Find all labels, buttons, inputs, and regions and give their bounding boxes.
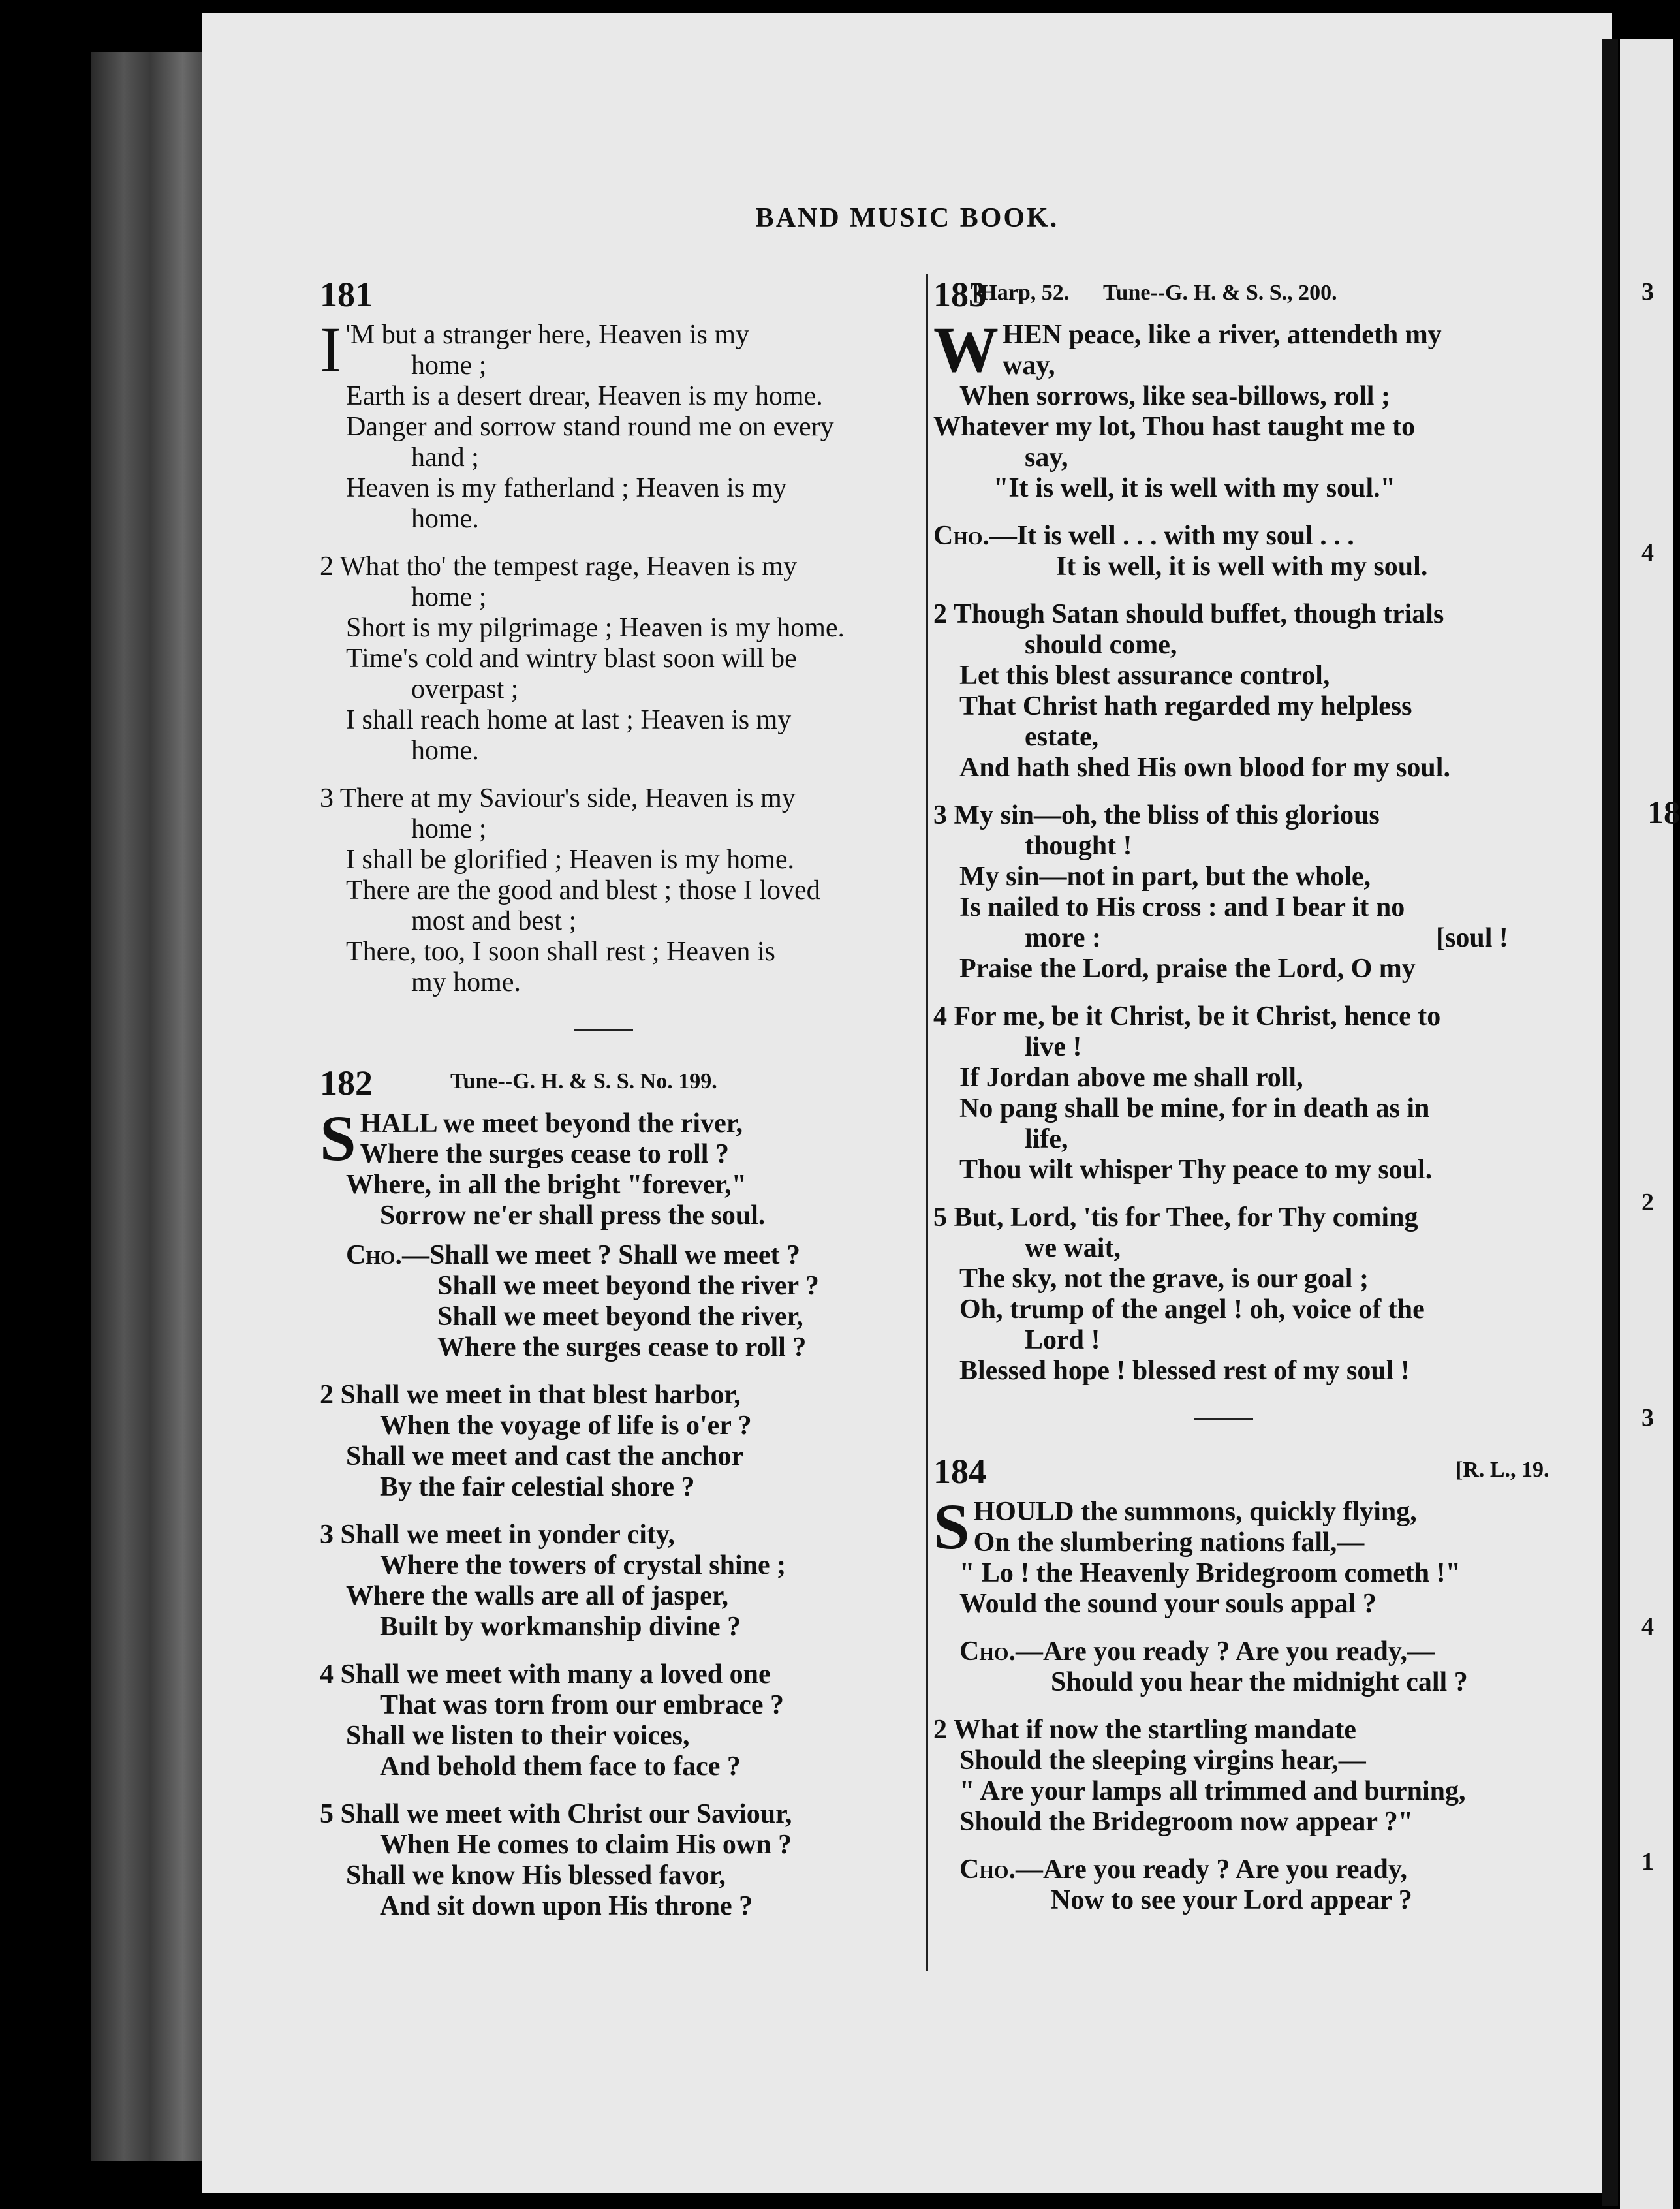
verse-line: estate, xyxy=(1025,722,1099,752)
verse-line: most and best ; xyxy=(411,906,577,936)
page-header: BAND MUSIC BOOK. xyxy=(755,203,1059,233)
verse-line: Where, in all the bright "forever," xyxy=(346,1170,747,1200)
verse-line: home. xyxy=(411,736,479,766)
verse-line: Shall we know His blessed favor, xyxy=(346,1860,726,1890)
verse-line: Where the surges cease to roll ? xyxy=(437,1332,807,1362)
chorus-label: Cho. xyxy=(346,1240,402,1270)
column-divider xyxy=(926,274,928,1971)
verse-line: 3 There at my Saviour's side, Heaven is my xyxy=(320,783,796,813)
verse-line: HEN peace, like a river, attendeth my xyxy=(1003,320,1442,350)
chorus-label: Cho. xyxy=(959,1855,1016,1885)
next-page-fragment: 3 xyxy=(1641,1404,1654,1432)
verse-line: 'M but a stranger here, Heaven is my xyxy=(345,320,750,350)
chorus-label: Cho. xyxy=(933,521,989,551)
next-page-edge xyxy=(1620,39,1680,2209)
verse-line: —Shall we meet ? Shall we meet ? xyxy=(401,1240,801,1270)
verse-line: On the slumbering nations fall,— xyxy=(973,1528,1365,1558)
verse-line: overpast ; xyxy=(411,674,519,704)
verse-line: say, xyxy=(1025,443,1068,473)
verse-line: 2 What if now the startling mandate xyxy=(933,1715,1356,1745)
verse-line: Thou wilt whisper Thy peace to my soul. xyxy=(959,1155,1433,1185)
verse-line: Earth is a desert drear, Heaven is my home. xyxy=(346,381,823,411)
next-page-fragment: 3 xyxy=(1641,278,1654,306)
verse-line: 4 Shall we meet with many a loved one xyxy=(320,1659,771,1689)
verse-line: "It is well, it is well with my soul." xyxy=(993,473,1395,503)
verse-line: —Are you ready ? Are you ready, xyxy=(1015,1855,1408,1885)
verse-line: Sorrow ne'er shall press the soul. xyxy=(380,1200,766,1230)
verse-line: 5 But, Lord, 'tis for Thee, for Thy coming xyxy=(933,1202,1418,1232)
chorus-label: Cho. xyxy=(959,1637,1016,1667)
verse-line: Let this blest assurance control, xyxy=(959,661,1330,691)
verse-line: And hath shed His own blood for my soul. xyxy=(959,753,1450,783)
verse-line: Where the towers of crystal shine ; xyxy=(380,1550,786,1580)
stanza-1 xyxy=(933,313,1619,504)
drop-cap: I xyxy=(320,313,342,386)
verse-line: way, xyxy=(1003,351,1055,381)
verse-line: Time's cold and wintry blast soon will be xyxy=(346,644,797,674)
verse-line: Shall we meet beyond the river ? xyxy=(437,1271,819,1301)
verse-line: Shall we meet and cast the anchor xyxy=(346,1441,743,1471)
hymn-tune: Tune--G. H. & S. S., 200. xyxy=(1103,281,1337,305)
verse-line: more : xyxy=(1025,923,1101,953)
verse-line: Where the walls are all of jasper, xyxy=(346,1581,728,1611)
hymnal-page xyxy=(202,13,1612,2193)
verse-line: When sorrows, like sea-billows, roll ; xyxy=(959,381,1390,411)
drop-cap: S xyxy=(320,1102,356,1174)
verse-line: " Lo ! the Heavenly Bridegroom cometh !" xyxy=(959,1558,1461,1588)
verse-line: I shall be glorified ; Heaven is my home. xyxy=(346,845,794,875)
stanza-1 xyxy=(933,1490,1619,1620)
verse-line: Shall we meet beyond the river, xyxy=(437,1302,803,1332)
verse-line: Praise the Lord, praise the Lord, O my xyxy=(959,954,1416,984)
verse-line: If Jordan above me shall roll, xyxy=(959,1063,1303,1093)
verse-line: 4 For me, be it Christ, be it Christ, hence to xyxy=(933,1001,1441,1031)
verse-line: I shall reach home at last ; Heaven is my xyxy=(346,705,792,735)
verse-line: Should the Bridegroom now appear ?" xyxy=(959,1807,1414,1837)
hymn-number: 182 xyxy=(320,1063,373,1103)
verse-line: we wait, xyxy=(1025,1233,1121,1263)
stanza-5 xyxy=(933,1202,1619,1386)
verse-line: Whatever my lot, Thou hast taught me to xyxy=(933,412,1416,442)
verse-line: There are the good and blest ; those I loved xyxy=(346,875,820,905)
verse-line: should come, xyxy=(1025,630,1177,660)
verse-line: Danger and sorrow stand round me on every xyxy=(346,412,834,442)
verse-line: Should the sleeping virgins hear,— xyxy=(959,1746,1366,1776)
verse-line: It is well, it is well with my soul. xyxy=(1056,552,1428,582)
verse-line: That was torn from our embrace ? xyxy=(380,1690,785,1720)
verse-line: home ; xyxy=(411,582,487,612)
hymn-tune: Tune--G. H. & S. S. No. 199. xyxy=(450,1069,717,1093)
hymn-183 xyxy=(933,274,1619,1386)
chorus xyxy=(933,521,1619,582)
verse-line: Where the surges cease to roll ? xyxy=(360,1139,729,1169)
verse-line: Now to see your Lord appear ? xyxy=(1051,1885,1412,1915)
hymn-184 xyxy=(933,1451,1619,1916)
next-page-fragment: 4 xyxy=(1641,1613,1654,1640)
verse-line: HOULD the summons, quickly flying, xyxy=(973,1497,1417,1527)
hymn-tune: [Harp, 52. xyxy=(972,281,1070,305)
verse-line: Should you hear the midnight call ? xyxy=(1051,1667,1468,1697)
chorus-2 xyxy=(933,1855,1619,1916)
verse-line: Lord ! xyxy=(1025,1325,1100,1355)
hymn-tune: [R. L., 19. xyxy=(1455,1458,1549,1482)
verse-line: thought ! xyxy=(1025,831,1132,861)
section-divider xyxy=(1194,1418,1253,1420)
drop-cap: S xyxy=(933,1490,970,1563)
verse-line: home ; xyxy=(411,351,487,381)
verse-line: When the voyage of life is o'er ? xyxy=(380,1411,752,1441)
verse-line: life, xyxy=(1025,1124,1068,1154)
stanza-2 xyxy=(933,1715,1619,1838)
page-gutter xyxy=(1602,39,1618,2206)
verse-line: hand ; xyxy=(411,443,479,473)
verse-line: My sin—not in part, but the whole, xyxy=(959,862,1371,892)
verse-line: Is nailed to His cross : and I bear it no xyxy=(959,892,1405,922)
stanza-2 xyxy=(933,599,1619,783)
next-page-fragment: 18 xyxy=(1647,794,1680,830)
next-page-fragment: 1 xyxy=(1641,1848,1654,1875)
verse-line: No pang shall be mine, for in death as in xyxy=(959,1093,1430,1123)
verse-line: 2 Shall we meet in that blest harbor, xyxy=(320,1380,741,1410)
verse-line: HALL we meet beyond the river, xyxy=(360,1108,743,1138)
next-page-fragment: 4 xyxy=(1641,539,1654,567)
section-divider xyxy=(574,1029,633,1031)
verse-line: That Christ hath regarded my helpless xyxy=(959,691,1412,721)
verse-line: By the fair celestial shore ? xyxy=(380,1472,695,1502)
drop-cap: W xyxy=(933,313,999,386)
verse-line: Oh, trump of the angel ! oh, voice of the xyxy=(959,1294,1425,1324)
verse-line: Short is my pilgrimage ; Heaven is my home. xyxy=(346,613,845,643)
next-page-fragment: 2 xyxy=(1641,1189,1654,1216)
verse-line: 3 Shall we meet in yonder city, xyxy=(320,1520,676,1550)
verse-line: 5 Shall we meet with Christ our Saviour, xyxy=(320,1799,792,1829)
verse-line: And behold them face to face ? xyxy=(380,1751,741,1781)
verse-line: And sit down upon His throne ? xyxy=(380,1891,753,1921)
verse-line: [soul ! xyxy=(1436,923,1508,953)
verse-line: 2 Though Satan should buffet, though trials xyxy=(933,599,1444,629)
verse-line: The sky, not the grave, is our goal ; xyxy=(959,1264,1369,1294)
verse-line: Built by workmanship divine ? xyxy=(380,1612,741,1642)
verse-line: Would the sound your souls appal ? xyxy=(959,1589,1377,1619)
verse-line: —Are you ready ? Are you ready,— xyxy=(1015,1637,1435,1667)
verse-line: —It is well . . . with my soul . . . xyxy=(989,521,1354,551)
verse-line: Shall we listen to their voices, xyxy=(346,1721,690,1751)
verse-line: live ! xyxy=(1025,1032,1082,1062)
stanza-4 xyxy=(933,1001,1619,1185)
stanza-3 xyxy=(933,800,1619,984)
verse-line: " Are your lamps all trimmed and burning, xyxy=(959,1776,1466,1806)
chorus xyxy=(933,1637,1619,1698)
verse-line: home ; xyxy=(411,814,487,844)
verse-line: Blessed hope ! blessed rest of my soul ! xyxy=(959,1356,1410,1386)
hymn-number: 183 xyxy=(933,275,986,314)
verse-line: There, too, I soon shall rest ; Heaven is xyxy=(346,937,775,967)
right-column xyxy=(933,274,1619,1916)
verse-line: home. xyxy=(411,504,479,534)
hymn-number: 184 xyxy=(933,1452,986,1491)
verse-line: 3 My sin—oh, the bliss of this glorious xyxy=(933,800,1380,830)
hymn-number: 181 xyxy=(320,275,373,314)
verse-line: Heaven is my fatherland ; Heaven is my xyxy=(346,473,787,503)
verse-line: my home. xyxy=(411,967,521,997)
verse-line: When He comes to claim His own ? xyxy=(380,1830,792,1860)
verse-line: 2 What tho' the tempest rage, Heaven is my xyxy=(320,552,798,582)
